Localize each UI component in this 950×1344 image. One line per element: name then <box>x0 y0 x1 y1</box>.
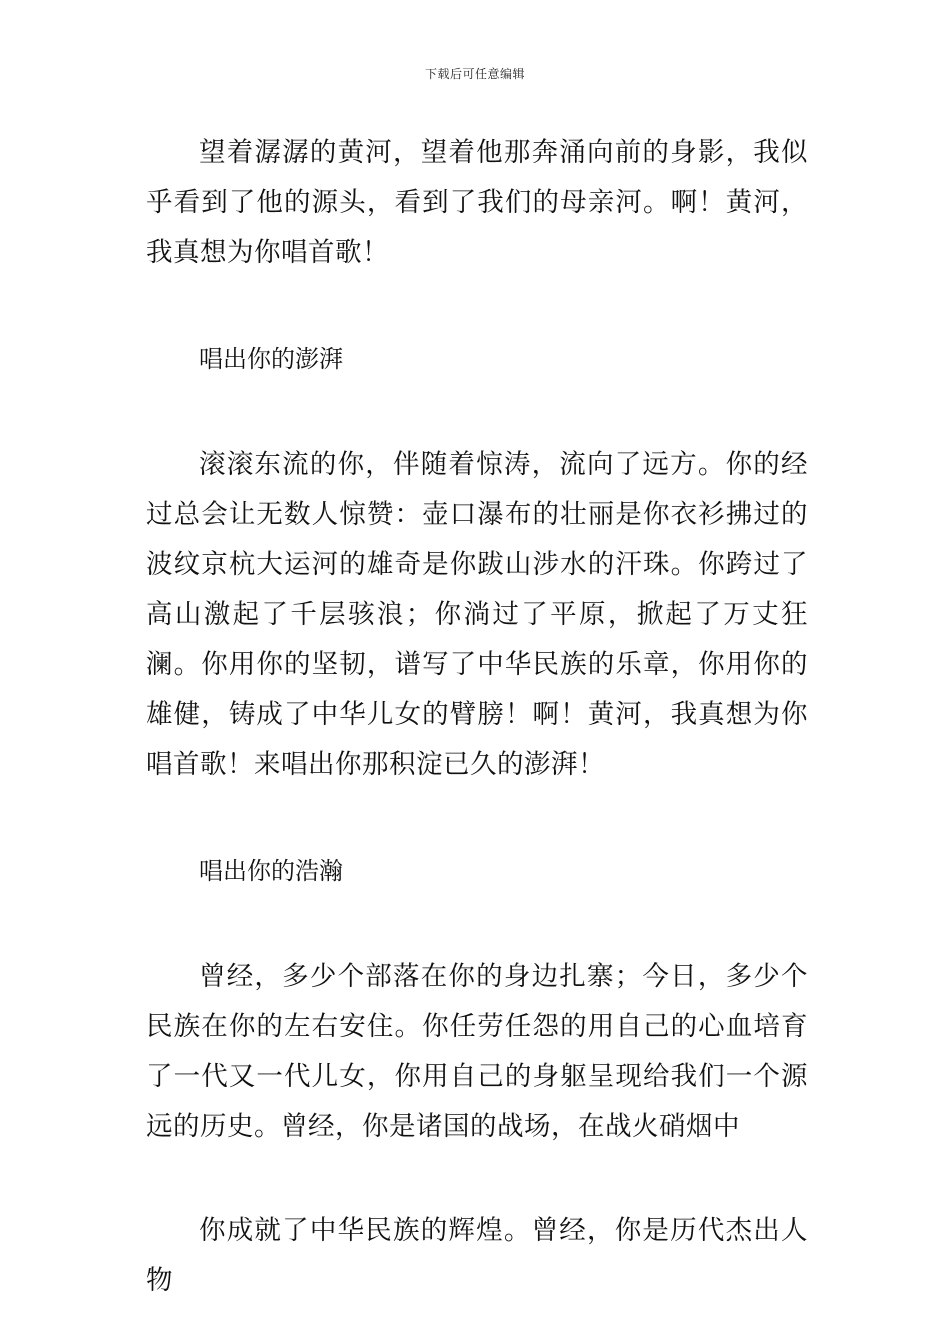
paragraph-3: 曾经，多少个部落在你的身边扎寨；今日，多少个民族在你的左右安住。你任劳任怨的用自己的心血培育了一代又一代儿女，你用自己的身躯呈现给我们一个源远的历史。曾经，你是诸国的战场，在战火硝烟中 <box>146 961 808 1142</box>
paragraph-4: 你成就了中华民族的辉煌。曾经，你是历代杰出人物 <box>146 1215 808 1296</box>
document-body <box>146 128 808 1306</box>
section-heading-1: 唱出你的澎湃 <box>199 345 343 373</box>
spacer <box>146 896 808 952</box>
spacer <box>146 790 808 846</box>
section-heading-2: 唱出你的浩瀚 <box>199 857 343 885</box>
page-header: 下载后可任意编辑 <box>424 67 525 81</box>
spacer <box>146 278 808 334</box>
paragraph-2: 滚滚东流的你，伴随着惊涛，流向了远方。你的经过总会让无数人惊赞：壶口瀑布的壮丽是你衣衫拂过的波纹京杭大运河的雄奇是你跋山涉水的汗珠。你跨过了高山激起了千层骇浪；你淌过了平原，掀起了万丈狂澜。你用你的坚韧，谱写了中华民族的乐章，你用你的雄健，铸成了中华儿女的臂膀！啊！黄河，我真想为你唱首歌！来唱出你那积淀已久的澎湃！ <box>146 449 808 780</box>
spacer <box>146 384 808 440</box>
spacer <box>146 1152 808 1206</box>
paragraph-1: 望着潺潺的黄河，望着他那奔涌向前的身影，我似乎看到了他的源头，看到了我们的母亲河。啊！黄河，我真想为你唱首歌！ <box>146 137 808 268</box>
